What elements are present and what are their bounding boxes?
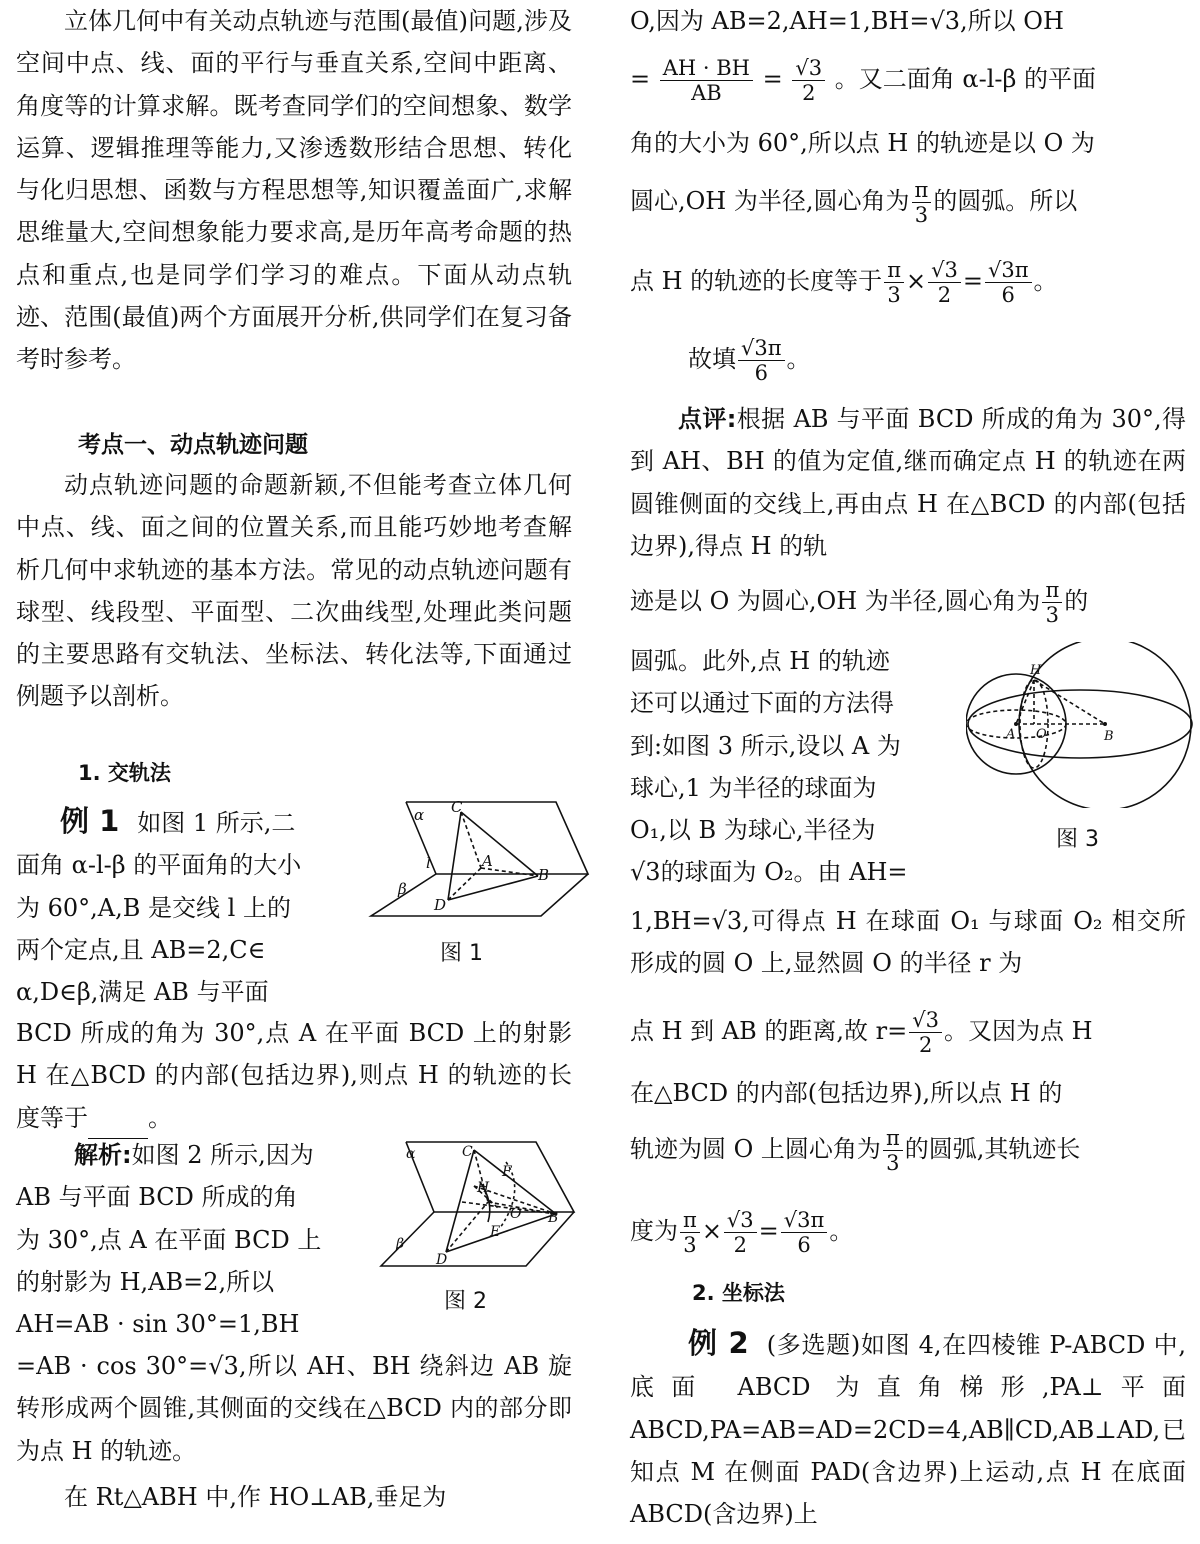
frac-den: AB <box>691 81 722 105</box>
frac-den: 2 <box>918 1033 933 1057</box>
fraction-sqrt3-over-2 <box>928 258 961 307</box>
times-sign: × <box>701 1217 722 1245</box>
sol-text-a: 如图 2 所示,因为 <box>131 1141 314 1169</box>
c-line3: 到:如图 3 所示,设以 A 为 <box>630 731 901 760</box>
fig3-label: A <box>1006 727 1016 742</box>
example2-paragraph <box>630 1322 1186 1535</box>
frac-num: √3π <box>985 258 1032 283</box>
equals: = <box>962 267 983 295</box>
ex2-text: (多选题)如图 4,在四棱锥 P-ABCD 中,底面 ABCD 为直角梯形,PA⊥平面 ABCD,PA=AB=AD=2CD=4,AB∥CD,AB⊥AD,已知点 M 在侧面 PAD(含边界)上运动,点 H 在底面 ABCD(含边界)上 <box>630 1331 1187 1529</box>
comment-label: 点评: <box>678 405 737 433</box>
solution-label: 解析: <box>74 1141 132 1169</box>
fig2-label: α <box>406 1146 416 1162</box>
fig1-label: l <box>426 854 431 872</box>
fig3-label: B <box>1104 729 1114 744</box>
comment-text: 根据 AB 与平面 BCD 所成的角为 30°,得到 AH、BH 的值为定值,继而确定点 H 的轨迹在两圆锥侧面的交线上,再由点 H 在△BCD 的内部(包括边界),得点 H 的轨 <box>630 405 1186 560</box>
trajectory-paragraph: 动点轨迹问题的命题新颖,不但能考查立体几何中点、线、面之间的位置关系,而且能巧妙地考查解析几何中求轨迹的基本方法。常见的动点轨迹问题有球型、线段型、平面型、二次曲线型,处理此类问题的主要思路有交轨法、坐标法、转化法等,下面通过例题予以剖析。 <box>16 471 572 711</box>
fig2-label: C <box>462 1144 473 1160</box>
subheading-coordinate: 2. 坐标法 <box>692 1281 785 1305</box>
c10-pre: 轨迹为圆 O 上圆心角为 <box>630 1135 881 1163</box>
frac-num: √3 <box>792 56 825 81</box>
ex1-line2: 面角 α-l-β 的平面角的大小 <box>16 851 302 880</box>
ex1-line1 <box>16 800 356 844</box>
frac-num: √3π <box>781 1208 828 1233</box>
figure-1-caption: 图 1 <box>440 941 483 966</box>
subheading-intersection: 1. 交轨法 <box>78 761 171 785</box>
fraction-sqrt3-over-2 <box>792 56 825 105</box>
sol-line1 <box>16 1134 366 1176</box>
fraction-pi-over-3 <box>1042 578 1062 627</box>
c8-pre: 点 H 到 AB 的距离,故 r= <box>630 1017 908 1045</box>
sol-continued: =AB · cos 30°=√3,所以 AH、BH 绕斜边 AB 旋转形成两个圆锥,其侧面的交线在△BCD 内的部分即为点 H 的轨迹。 <box>16 1352 572 1465</box>
fill-post: 。 <box>786 345 811 373</box>
c-line5: O₁,以 B 为球心,半径为 <box>630 816 876 845</box>
frac-den: 3 <box>886 1151 900 1175</box>
sol-line3: 为 30°,点 A 在平面 BCD 上 <box>16 1225 322 1254</box>
fraction-sqrt3-over-2 <box>909 1008 942 1057</box>
comment-b-pre: 迹是以 O 为圆心,OH 为半径,圆心角为 <box>630 587 1041 615</box>
fraction-sqrt3pi-over-6 <box>985 258 1032 307</box>
comment-b-post: 的 <box>1064 587 1089 615</box>
intro-paragraph: 立体几何中有关动点轨迹与范围(最值)问题,涉及空间中点、线、面的平行与垂直关系,空间中距离、角度等的计算求解。既考查同学们的空间想象、数学运算、逻辑推理等能力,又渗透数形结合思想、转化与化归思想、函数与方程思想等,知识覆盖面广,求解思维量大,空间想象能力要求高,是历年高考命题的热点和重点,也是同学们学习的难点。下面从动点轨迹、范围(最值)两个方面展开分析,供同学们在复习备考时参考。 <box>16 7 572 374</box>
fig2-label: D <box>436 1252 448 1268</box>
frac-num: √3π <box>738 336 785 361</box>
section-heading: 考点一、动点轨迹问题 <box>78 432 308 458</box>
c-line1: 圆弧。此外,点 H 的轨迹 <box>630 647 890 675</box>
frac-den: 2 <box>733 1233 747 1257</box>
fig1-label: C <box>451 798 463 816</box>
ex1-line5: α,D∈β,满足 AB 与平面 <box>16 978 269 1007</box>
figure-3-spheres <box>966 642 1194 808</box>
figure-3-caption: 图 3 <box>1056 827 1099 852</box>
fig2-label: O <box>510 1206 522 1222</box>
fraction-sqrt3-over-2 <box>724 1208 757 1257</box>
c-line6: √3的球面为 O₂。由 AH= <box>630 858 908 887</box>
fig1-label: D <box>434 896 447 914</box>
r-line1: O,因为 AB=2,AH=1,BH=√3,所以 OH <box>630 7 1064 35</box>
fig2-label: β <box>396 1236 405 1252</box>
r-line5 <box>630 258 1186 307</box>
ex1-end: 。 <box>148 1103 172 1132</box>
c11-post: 。 <box>829 1217 854 1245</box>
c-line7: 1,BH=√3,可得点 H 在球面 O₁ 与球面 O₂ 相交所形成的圆 O 上,显然圆 O 的半径 r 为 <box>630 907 1186 978</box>
fill-answer-line <box>630 336 1200 385</box>
fig3-label: H <box>1030 663 1042 678</box>
r4-pre: 圆心,OH 为半径,圆心角为 <box>630 187 910 215</box>
fraction-pi-over-3 <box>884 258 904 307</box>
comment-paragraph <box>630 398 1186 567</box>
example1-label: 例 1 <box>60 804 120 838</box>
sol-rt-paragraph: 在 Rt△ABH 中,作 HO⊥AB,垂足为 <box>64 1483 447 1511</box>
frac-num: π <box>912 178 932 203</box>
c-line11 <box>630 1208 1186 1257</box>
fig1-label: B <box>538 866 550 884</box>
r2-post: 。又二面角 α-l-β 的平面 <box>834 65 1097 93</box>
fig2-label: H <box>477 1180 490 1196</box>
ex1-text-a: 如图 1 所示,二 <box>137 809 296 837</box>
frac-den: 3 <box>914 203 929 227</box>
fraction-ah-bh-over-ab <box>660 56 753 105</box>
sol-line2: AB 与平面 BCD 所成的角 <box>16 1183 298 1212</box>
frac-num: AH · BH <box>660 56 753 81</box>
times-sign: × <box>906 267 927 295</box>
c-line10 <box>630 1126 1186 1175</box>
fig2-label: B <box>548 1210 559 1226</box>
ex1-continued <box>16 1012 572 1139</box>
r2-pre: = <box>630 65 651 93</box>
fig1-label: A <box>482 852 493 870</box>
frac-den: 3 <box>887 283 901 307</box>
fraction-pi-over-3 <box>680 1208 700 1257</box>
frac-num: √3 <box>928 258 961 283</box>
fraction-sqrt3pi-over-6 <box>781 1208 828 1257</box>
frac-num: π <box>883 1126 903 1151</box>
frac-num: π <box>680 1208 700 1233</box>
fill-pre: 故填 <box>688 345 736 373</box>
r-line4 <box>630 178 1186 227</box>
frac-num: √3 <box>909 1008 942 1033</box>
frac-num: π <box>884 258 904 283</box>
ex1-text-f: BCD 所成的角为 30°,点 A 在平面 BCD 上的射影 H 在△BCD 的内部(包括边界),则点 H 的轨迹的长度等于 <box>16 1019 572 1132</box>
ex1-line4: 两个定点,且 AB=2,C∈ <box>16 935 266 964</box>
sol-line4: 的射影为 H,AB=2,所以 <box>16 1267 275 1296</box>
r4-post: 的圆弧。所以 <box>933 187 1078 215</box>
figure-2-caption: 图 2 <box>444 1289 487 1314</box>
frac-den: 2 <box>802 81 816 105</box>
equals: = <box>758 1217 779 1245</box>
fig1-label: β <box>398 880 407 898</box>
frac-den: 6 <box>797 1233 811 1257</box>
r-line2 <box>630 56 1186 105</box>
frac-den: 2 <box>937 283 952 307</box>
frac-den: 6 <box>1001 283 1015 307</box>
fig3-label: O <box>1036 727 1047 742</box>
frac-num: π <box>1042 578 1062 603</box>
example2-label: 例 2 <box>688 1326 749 1360</box>
c8-post: 。又因为点 H <box>944 1017 1093 1045</box>
ex1-line3: 为 60°,A,B 是交线 l 上的 <box>16 893 291 922</box>
c-line2: 还可以通过下面的方法得 <box>630 689 894 718</box>
sol-line5: AH=AB · sin 30°=1,BH <box>16 1310 300 1339</box>
c-line4: 球心,1 为半径的球面为 <box>630 773 877 802</box>
fig1-label: α <box>414 806 425 824</box>
equals: = <box>762 65 783 93</box>
r5-pre: 点 H 的轨迹的长度等于 <box>630 267 883 295</box>
frac-den: 3 <box>1045 603 1060 627</box>
comment-line-arc <box>630 578 1186 627</box>
fraction-pi-over-3 <box>912 178 932 227</box>
frac-den: 3 <box>683 1233 697 1257</box>
figure-1-dihedral-angle <box>366 798 592 920</box>
frac-num: √3 <box>724 1208 757 1233</box>
fig2-label: F <box>502 1164 512 1180</box>
figure-2-cones <box>376 1138 576 1268</box>
c-line9: 在△BCD 的内部(包括边界),所以点 H 的 <box>630 1079 1063 1107</box>
c10-post: 的圆弧,其轨迹长 <box>904 1135 1081 1163</box>
r-line3: 角的大小为 60°,所以点 H 的轨迹是以 O 为 <box>630 129 1095 157</box>
fig2-label: E <box>490 1224 501 1240</box>
c-line8 <box>630 1008 1186 1057</box>
r5-post: 。 <box>1033 267 1058 295</box>
frac-den: 6 <box>754 361 768 385</box>
fraction-sqrt3pi-over-6 <box>738 336 785 385</box>
fraction-pi-over-3 <box>883 1126 903 1175</box>
c11-pre: 度为 <box>630 1217 678 1245</box>
